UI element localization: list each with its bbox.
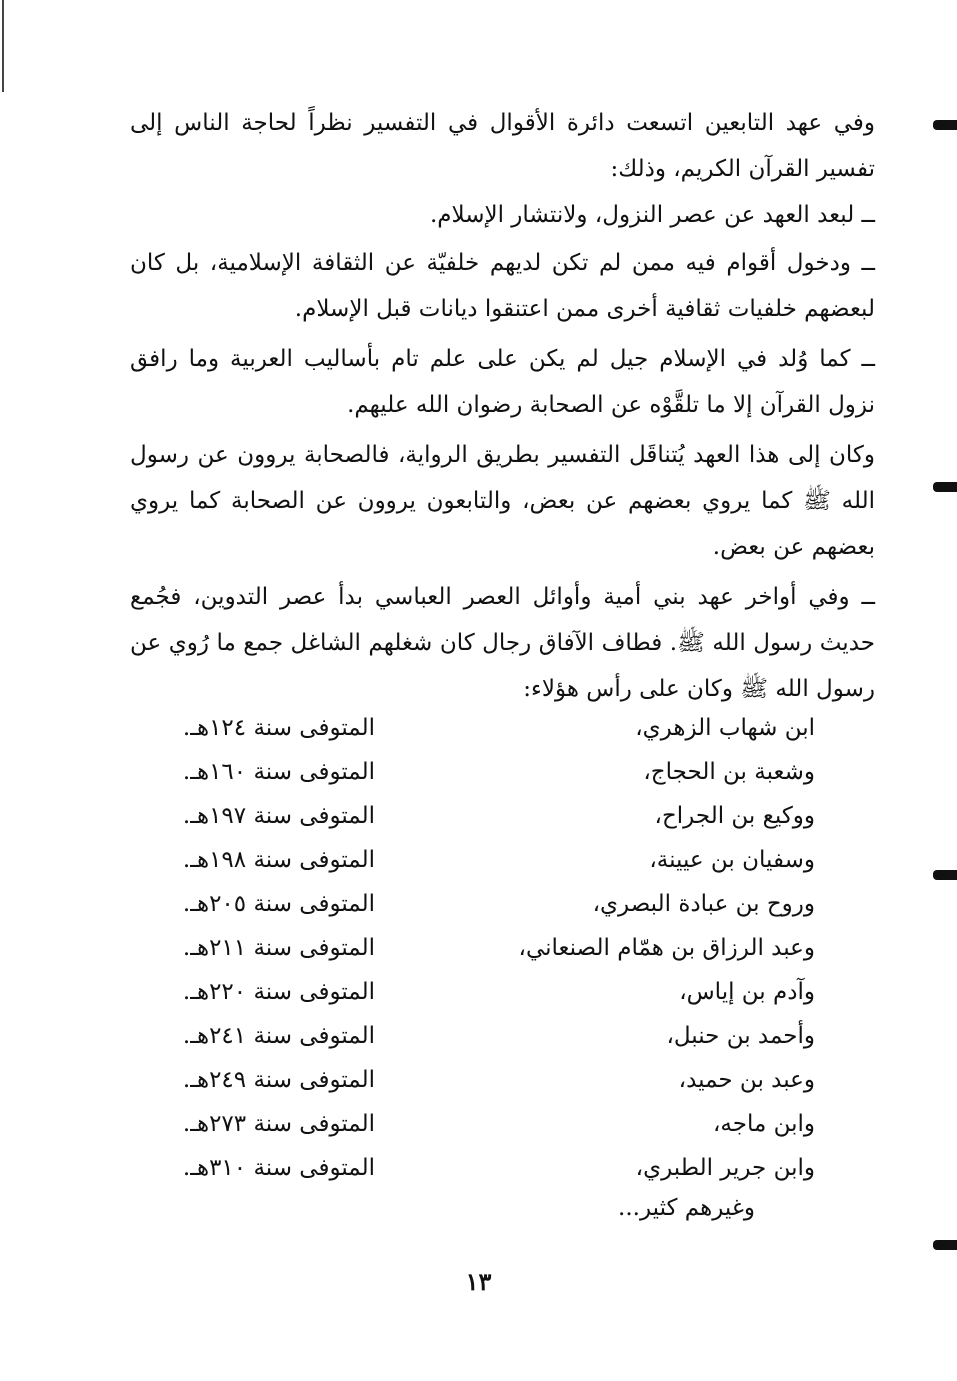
scholar-row bbox=[0, 794, 957, 838]
scholar-row bbox=[0, 706, 957, 750]
scholar-death-year: المتوفى سنة ١٢٤هـ. bbox=[182, 715, 375, 741]
scholar-row bbox=[0, 1102, 957, 1146]
scan-edge-mark bbox=[933, 482, 957, 492]
bullet-new-peoples: ــ ودخول أقوام فيه ممن لم تكن لديهم خلفيّة عن الثقافة الإسلامية، بل كان لبعضهم خلفيات ثقافية أخرى ممن اعتنقوا ديانات قبل الإسلام. bbox=[130, 250, 875, 322]
scan-edge-mark bbox=[933, 1240, 957, 1250]
scholar-name: وابن ماجه، bbox=[712, 1111, 815, 1137]
scholar-row bbox=[0, 1146, 957, 1190]
scholar-name: وآدم بن إياس، bbox=[679, 979, 815, 1005]
scholar-death-year: المتوفى سنة ٢٤١هـ. bbox=[182, 1023, 375, 1049]
scholar-row bbox=[0, 926, 957, 970]
scholar-death-year: المتوفى سنة ٢٧٣هـ. bbox=[182, 1111, 375, 1137]
scholar-row bbox=[0, 970, 957, 1014]
scholar-row bbox=[0, 750, 957, 794]
bullet-codification-era: ــ وفي أواخر عهد بني أمية وأوائل العصر العباسي بدأ عصر التدوين، فجُمع حديث رسول الله ﷺ. فطاف الآفاق رجال كان شغلهم الشاغل جمع ما رُوي عن رسول الله ﷺ وكان على رأس هؤلاء: bbox=[130, 584, 875, 702]
scholar-name: وعبد بن حميد، bbox=[678, 1067, 815, 1093]
scholar-death-year: المتوفى سنة ٢١١هـ. bbox=[182, 935, 375, 961]
scholar-death-year: المتوفى سنة ١٩٧هـ. bbox=[182, 803, 375, 829]
scholar-name: ابن شهاب الزهري، bbox=[635, 715, 815, 741]
scan-edge-mark bbox=[933, 120, 957, 130]
bullet-distance-from-revelation: ــ لبعد العهد عن عصر النزول، ولانتشار الإسلام. bbox=[429, 202, 875, 228]
scholar-death-year: المتوفى سنة ٣١٠هـ. bbox=[182, 1155, 375, 1181]
scholar-name: ووكيع بن الجراح، bbox=[654, 803, 815, 829]
scholar-name: وروح بن عبادة البصري، bbox=[592, 891, 815, 917]
scholar-death-year: المتوفى سنة ٢٢٠هـ. bbox=[182, 979, 375, 1005]
scholar-death-year: المتوفى سنة ٢٤٩هـ. bbox=[182, 1067, 375, 1093]
paragraph-tabiin-era: وفي عهد التابعين اتسعت دائرة الأقوال في التفسير نظراً لحاجة الناس إلى تفسير القرآن الكريم، وذلك: bbox=[130, 110, 875, 182]
page-number: ١٣ bbox=[465, 1267, 492, 1296]
scholar-death-year: المتوفى سنة ١٦٠هـ. bbox=[182, 759, 375, 785]
scholar-name: وابن جرير الطبري، bbox=[635, 1155, 815, 1181]
scholar-name: وعبد الرزاق بن همّام الصنعاني، bbox=[518, 935, 815, 961]
bullet-new-generation: ــ كما وُلد في الإسلام جيل لم يكن على علم تام بأساليب العربية وما رافق نزول القرآن إلا ما تلقَّوْه عن الصحابة رضوان الله عليهم. bbox=[130, 346, 875, 418]
scholar-name: وأحمد بن حنبل، bbox=[666, 1023, 815, 1049]
paragraph-narration: وكان إلى هذا العهد يُتناقَل التفسير بطريق الرواية، فالصحابة يروون عن رسول الله ﷺ كما يروي بعضهم عن بعض، والتابعون يروون عن الصحابة كما يروي بعضهم عن بعض. bbox=[130, 442, 875, 560]
scholar-row bbox=[0, 1014, 957, 1058]
scholar-row bbox=[0, 882, 957, 926]
scholar-row bbox=[0, 838, 957, 882]
scholar-row bbox=[0, 1058, 957, 1102]
scan-edge-line bbox=[2, 0, 4, 92]
scholar-death-year: المتوفى سنة ١٩٨هـ. bbox=[182, 847, 375, 873]
closing-line: وغيرهم كثير... bbox=[618, 1195, 755, 1221]
scholar-name: وشعبة بن الحجاج، bbox=[643, 759, 815, 785]
scholar-name: وسفيان بن عيينة، bbox=[649, 847, 815, 873]
scholar-death-year: المتوفى سنة ٢٠٥هـ. bbox=[182, 891, 375, 917]
